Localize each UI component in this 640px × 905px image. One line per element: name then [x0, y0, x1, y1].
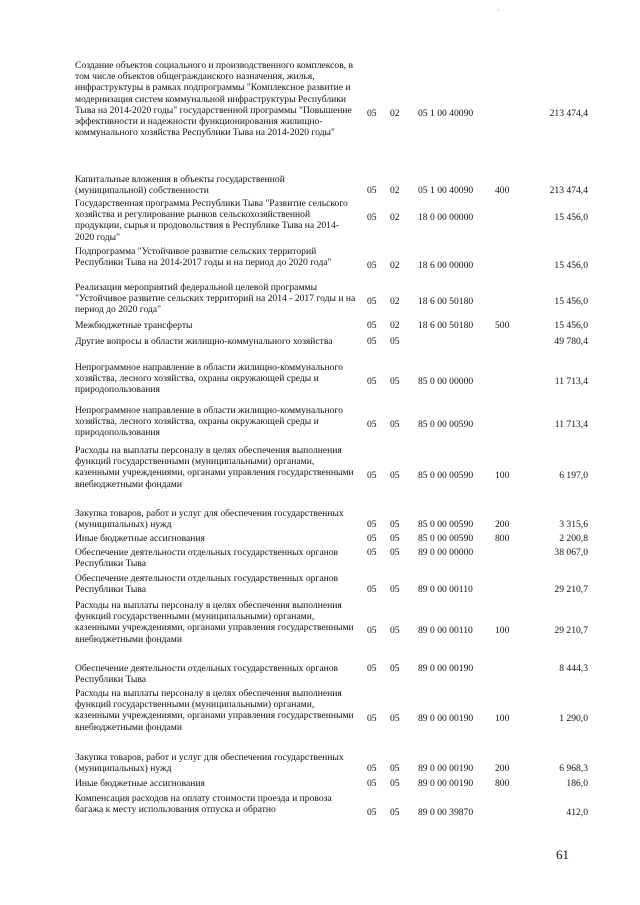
section-code: 05 [367, 376, 377, 387]
table-row [0, 320, 640, 332]
table-row [0, 336, 640, 360]
row-description: Непрограммное направление в области жилищно-коммунального хозяйства, лесного хозяйства, охраны окружающей среды и природопользования [75, 405, 343, 439]
subsection-code: 02 [390, 296, 400, 307]
target-article-code: 18 6 00 50180 [418, 296, 474, 307]
target-article-code: 89 0 00 00190 [418, 713, 474, 724]
subsection-code: 05 [390, 336, 400, 347]
table-row [0, 533, 640, 545]
target-article-code: 85 0 00 00590 [418, 419, 474, 430]
amount-value: 412,0 [566, 807, 588, 818]
row-description: Подпрограмма "Устойчивое развитие сельских территорий Республики Тыва на 2014-2017 годы и на период до 2020 года" [75, 246, 332, 269]
row-description: Обеспечение деятельности отдельных государственных органов Республики Тыва [75, 573, 339, 596]
subsection-code: 02 [390, 185, 400, 196]
row-description: Расходы на выплаты персоналу в целях обеспечения выполнения функций государственными (муниципальными) органами, казенными учреждениями, органами управления государственными внебюджетными фондами [75, 445, 354, 490]
expense-type-code: 100 [495, 713, 510, 724]
row-description: Закупка товаров, работ и услуг для обеспечения государственных (муниципальных) нужд [75, 508, 344, 531]
target-article-code: 85 0 00 00590 [418, 533, 474, 544]
row-description: Иные бюджетные ассигнования [75, 778, 205, 789]
amount-value: 3 315,6 [559, 519, 588, 530]
table-row [0, 547, 640, 571]
amount-value: 11 713,4 [554, 376, 588, 387]
amount-value: 213 474,4 [549, 185, 588, 196]
target-article-code: 89 0 00 00000 [418, 547, 474, 558]
subsection-code: 05 [390, 547, 400, 558]
subsection-code: 05 [390, 584, 400, 595]
amount-value: 38 067,0 [554, 547, 588, 558]
subsection-code: 02 [390, 212, 400, 223]
section-code: 05 [367, 547, 377, 558]
subsection-code: 05 [390, 625, 400, 636]
table-row [0, 198, 640, 244]
target-article-code: 18 6 00 50180 [418, 320, 474, 331]
section-code: 05 [367, 419, 377, 430]
subsection-code: 02 [390, 108, 400, 119]
section-code: 05 [367, 807, 377, 818]
target-article-code: 89 0 00 00190 [418, 763, 474, 774]
table-row [0, 663, 640, 687]
amount-value: 2 200,8 [559, 533, 588, 544]
table-row [0, 246, 640, 280]
row-description: Реализация мероприятий федеральной целевой программы "Устойчивое развитие сельских территорий на 2014 - 2017 годы и на период до 2020 года" [75, 282, 356, 316]
section-code: 05 [367, 470, 377, 481]
target-article-code: 89 0 00 00110 [418, 625, 473, 636]
target-article-code: 05 1 00 40090 [418, 185, 474, 196]
subsection-code: 05 [390, 519, 400, 530]
target-article-code: 85 0 00 00590 [418, 470, 474, 481]
table-row [0, 573, 640, 597]
target-article-code: 85 0 00 00000 [418, 376, 474, 387]
table-row [0, 60, 640, 172]
amount-value: 8 444,3 [559, 663, 588, 674]
section-code: 05 [367, 584, 377, 595]
table-row [0, 362, 640, 406]
amount-value: 15 456,0 [554, 260, 588, 271]
table-row [0, 752, 640, 776]
expense-type-code: 200 [495, 763, 510, 774]
subsection-code: 05 [390, 533, 400, 544]
row-description: Другие вопросы в области жилищно-коммунального хозяйства [75, 336, 333, 347]
scan-mark: · [497, 6, 500, 15]
expense-type-code: 100 [495, 470, 510, 481]
subsection-code: 05 [390, 663, 400, 674]
amount-value: 1 290,0 [559, 713, 588, 724]
table-row [0, 174, 640, 196]
amount-value: 49 780,4 [554, 336, 588, 347]
amount-value: 186,0 [566, 778, 588, 789]
expense-type-code: 800 [495, 778, 510, 789]
amount-value: 6 197,0 [559, 470, 588, 481]
target-article-code: 85 0 00 00590 [418, 519, 474, 530]
subsection-code: 05 [390, 376, 400, 387]
row-description: Расходы на выплаты персоналу в целях обеспечения выполнения функций государственными (муниципальными) органами, казенными учреждениями, органами управления государственными внебюджетными фондами [75, 688, 354, 733]
subsection-code: 05 [390, 713, 400, 724]
subsection-code: 05 [390, 470, 400, 481]
row-description: Обеспечение деятельности отдельных государственных органов Республики Тыва [75, 547, 339, 570]
section-code: 05 [367, 260, 377, 271]
target-article-code: 18 0 00 00000 [418, 212, 474, 223]
expense-type-code: 200 [495, 519, 510, 530]
table-row [0, 778, 640, 790]
expense-type-code: 400 [495, 185, 510, 196]
row-description: Создание объектов социального и производственного комплексов, в том числе объектов общегражданского назначения, жилья, инфраструктуры в рамках подпрограммы "Комплексное развитие и модернизация систем коммунальной инфраструктуры Республики Тыва на 2014-2020 годы" государственной программы "Повышение эффективности и надежности функционирования жилищно-коммунального хозяйства Республики Тыва на 2014-2020 годы" [75, 60, 354, 139]
amount-value: 29 210,7 [554, 584, 588, 595]
target-article-code: 89 0 00 39870 [418, 807, 474, 818]
row-description: Межбюджетные трансферты [75, 320, 193, 331]
expense-type-code: 100 [495, 625, 510, 636]
expense-type-code: 800 [495, 533, 510, 544]
subsection-code: 05 [390, 778, 400, 789]
section-code: 05 [367, 533, 377, 544]
subsection-code: 02 [390, 320, 400, 331]
amount-value: 6 968,3 [559, 763, 588, 774]
target-article-code: 89 0 00 00190 [418, 663, 474, 674]
row-description: Расходы на выплаты персоналу в целях обеспечения выполнения функций государственными (муниципальными) органами, казенными учреждениями, органами управления государственными внебюджетными фондами [75, 600, 354, 645]
subsection-code: 05 [390, 763, 400, 774]
row-description: Компенсация расходов на оплату стоимости проезда и провоза багажа к месту использования отпуска и обратно [75, 793, 332, 816]
amount-value: 15 456,0 [554, 320, 588, 331]
section-code: 05 [367, 625, 377, 636]
section-code: 05 [367, 763, 377, 774]
target-article-code: 05 1 00 40090 [418, 108, 474, 119]
table-row [0, 445, 640, 503]
row-description: Непрограммное направление в области жилищно-коммунального хозяйства, лесного хозяйства, охраны окружающей среды и природопользования [75, 362, 343, 396]
section-code: 05 [367, 713, 377, 724]
amount-value: 213 474,4 [549, 108, 588, 119]
expense-type-code: 500 [495, 320, 510, 331]
amount-value: 29 210,7 [554, 625, 588, 636]
section-code: 05 [367, 519, 377, 530]
row-description: Иные бюджетные ассигнования [75, 533, 205, 544]
target-article-code: 89 0 00 00110 [418, 584, 473, 595]
table-row [0, 600, 640, 660]
table-row [0, 508, 640, 532]
table-row [0, 282, 640, 316]
section-code: 05 [367, 296, 377, 307]
table-row [0, 688, 640, 748]
target-article-code: 89 0 00 00190 [418, 778, 474, 789]
table-row [0, 793, 640, 829]
section-code: 05 [367, 320, 377, 331]
subsection-code: 02 [390, 260, 400, 271]
subsection-code: 05 [390, 807, 400, 818]
section-code: 05 [367, 778, 377, 789]
amount-value: 11 713,4 [554, 419, 588, 430]
row-description: Государственная программа Республики Тыва "Развитие сельского хозяйства и регулирование рынков сельскохозяйственной продукции, сырья и продовольствия в Республике Тыва на 2014-2020 годы" [75, 198, 348, 243]
section-code: 05 [367, 185, 377, 196]
subsection-code: 05 [390, 419, 400, 430]
page-number: 61 [556, 847, 569, 862]
row-description: Закупка товаров, работ и услуг для обеспечения государственных (муниципальных) нужд [75, 752, 344, 775]
table-row [0, 405, 640, 443]
amount-value: 15 456,0 [554, 296, 588, 307]
section-code: 05 [367, 108, 377, 119]
section-code: 05 [367, 336, 377, 347]
section-code: 05 [367, 212, 377, 223]
section-code: 05 [367, 663, 377, 674]
row-description: Обеспечение деятельности отдельных государственных органов Республики Тыва [75, 663, 339, 686]
row-description: Капитальные вложения в объекты государственной (муниципальной) собственности [75, 174, 285, 197]
amount-value: 15 456,0 [554, 212, 588, 223]
target-article-code: 18 6 00 00000 [418, 260, 474, 271]
